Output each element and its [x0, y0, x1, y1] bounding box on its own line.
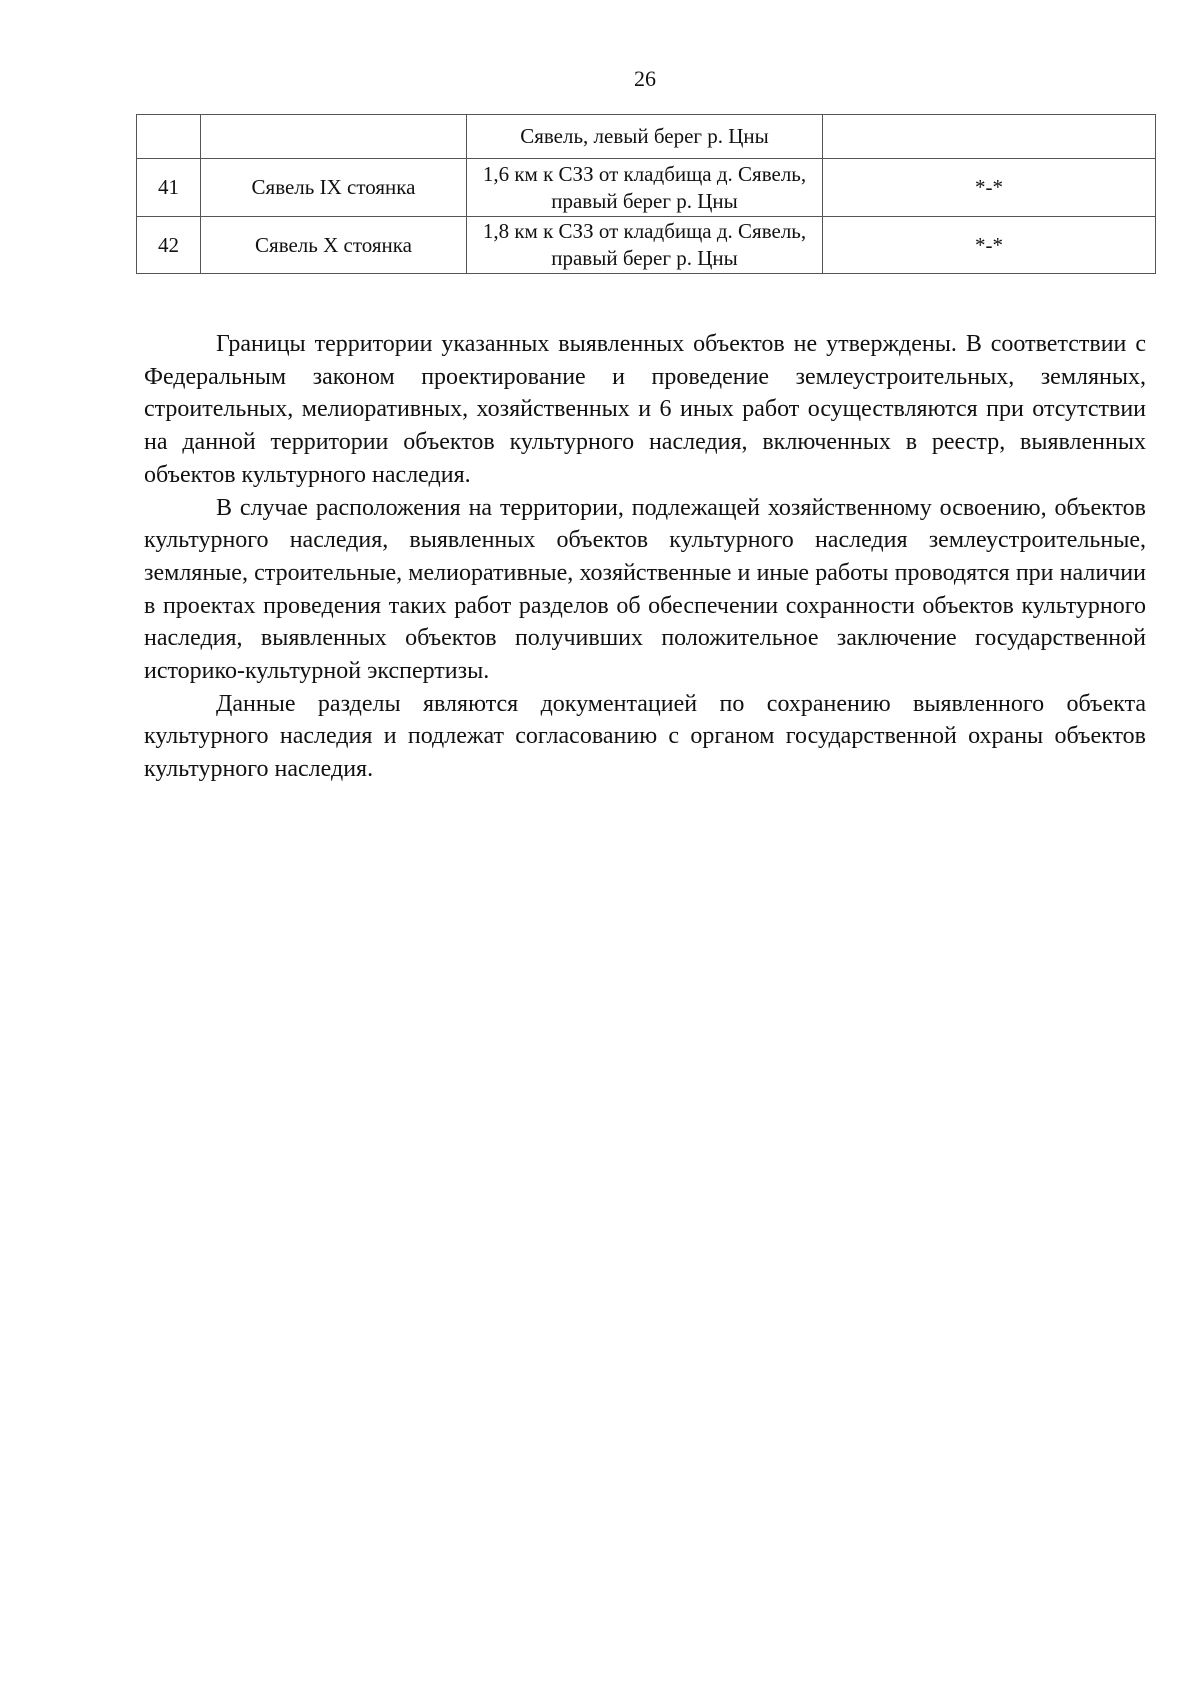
cell-location: 1,8 км к СЗЗ от кладбища д. Сявель, правый берег р. Цны	[467, 217, 823, 274]
paragraph: Данные разделы являются документацией по сохранению выявленного объекта культурного наследия и подлежат согласованию с органом государственной охраны объектов культурного наследия.	[144, 690, 1146, 783]
cell-location: Сявель, левый берег р. Цны	[467, 115, 823, 159]
paragraph: В случае расположения на территории, подлежащей хозяйственному освоению, объектов культурного наследия, выявленных объектов культурного наследия землеустроительные, земляные, строительные, мелиоративные, хозяйственные и иные работы проводятся при наличии в проектах проведения таких работ разделов об обеспечении сохранности объектов культурного наследия, выявленных объектов получивших положительное заключение государственной историко-культурной экспертизы.	[144, 494, 1146, 685]
cell-site-name: Сявель IX стоянка	[201, 159, 467, 217]
cell-site-name: Сявель X стоянка	[201, 217, 467, 274]
table-row	[137, 217, 1156, 274]
cell-site-name	[201, 115, 467, 159]
cell-note	[823, 115, 1156, 159]
cell-note: *-*	[823, 217, 1156, 274]
cell-number	[137, 115, 201, 159]
body-text	[144, 328, 1146, 786]
cell-number: 42	[137, 217, 201, 274]
cell-note: *-*	[823, 159, 1156, 217]
heritage-sites-table	[136, 114, 1156, 274]
paragraph: Границы территории указанных выявленных объектов не утверждены. В соответствии с Федеральным законом проектирование и проведение землеустроительных, земляных, строительных, мелиоративных, хозяйственных и 6 иных работ осуществляются при отсутствии на данной территории объектов культурного наследия, включенных в реестр, выявленных объектов культурного наследия.	[144, 331, 1146, 488]
cell-number: 41	[137, 159, 201, 217]
cell-location: 1,6 км к СЗЗ от кладбища д. Сявель, правый берег р. Цны	[467, 159, 823, 217]
table-row	[137, 159, 1156, 217]
page-number: 26	[634, 66, 656, 91]
table-row	[137, 115, 1156, 159]
